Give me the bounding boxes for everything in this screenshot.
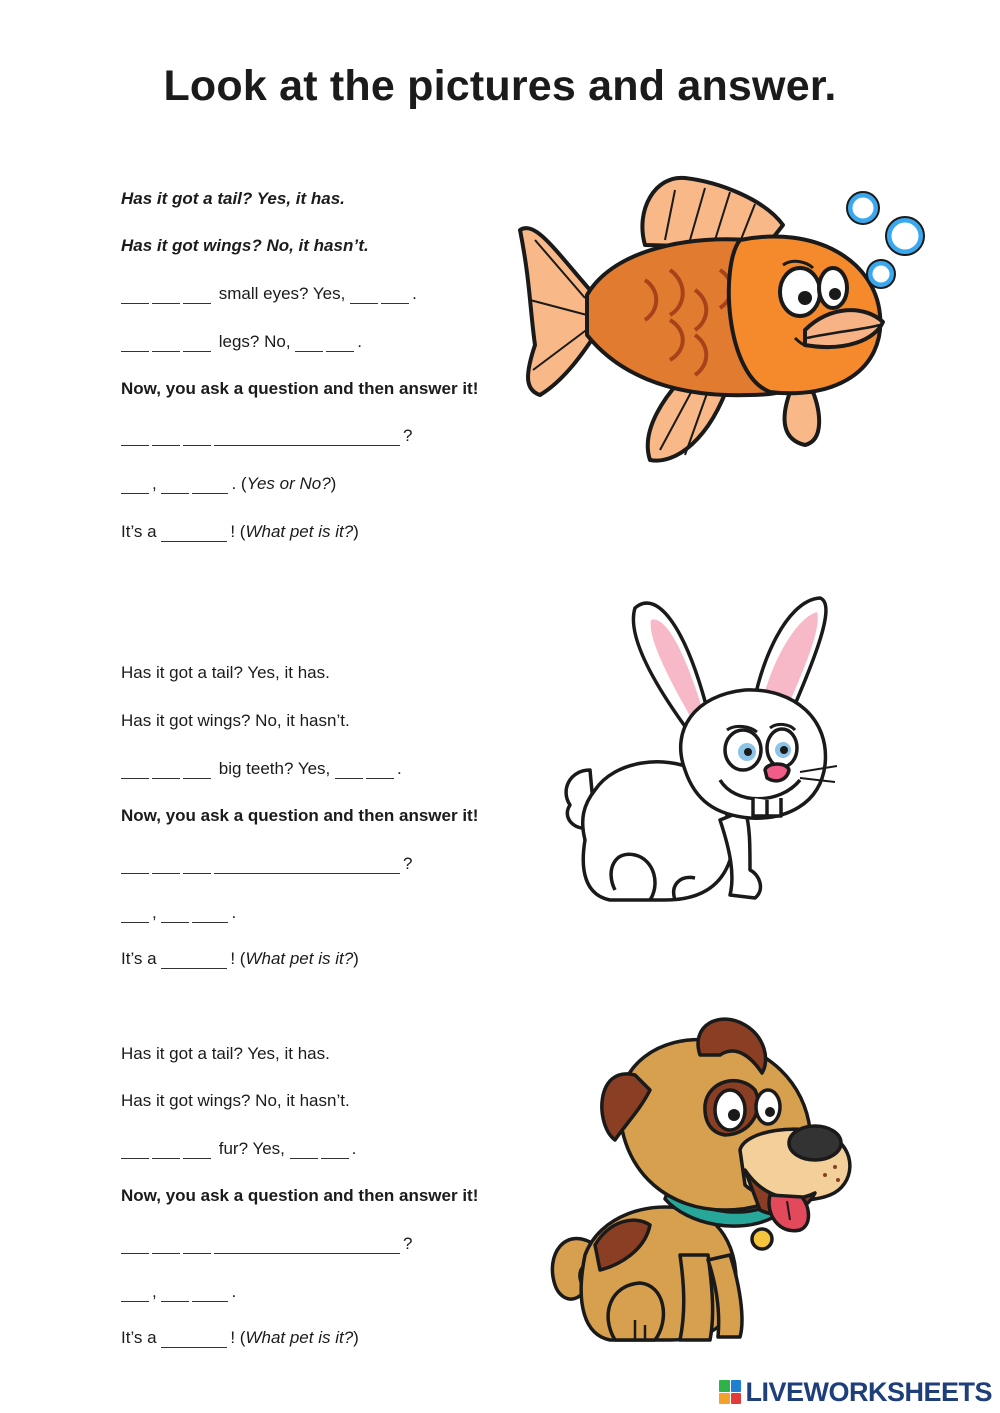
answer-blank[interactable] <box>121 761 149 779</box>
answer-blank[interactable] <box>121 1236 149 1254</box>
answer-blank[interactable] <box>350 286 378 304</box>
page-title: Look at the pictures and answer. <box>163 62 837 110</box>
rabbit-own-answer: , . <box>121 902 236 924</box>
fish-question-eyes: small eyes? Yes, . <box>121 283 417 305</box>
rabbit-instruction: Now, you ask a question and then answer it! <box>121 806 479 825</box>
answer-blank[interactable] <box>214 1236 400 1254</box>
its-a-text: It’s a <box>121 522 157 541</box>
answer-blank[interactable] <box>152 1141 180 1159</box>
answer-blank[interactable] <box>183 1141 211 1159</box>
question-text: small eyes? Yes, <box>218 284 346 303</box>
dog-own-answer: , . <box>121 1281 236 1303</box>
rabbit-line-wings: Has it got wings? No, it hasn’t. <box>121 711 350 730</box>
fish-picture <box>515 170 930 470</box>
question-mark: ? <box>403 426 413 445</box>
fish-instruction: Now, you ask a question and then answer it! <box>121 379 479 398</box>
rabbit-line-tail: Has it got a tail? Yes, it has. <box>121 663 330 682</box>
hint-text: What pet is it? <box>245 522 354 541</box>
its-a-text: It’s a <box>121 1328 157 1347</box>
question-mark: ? <box>403 854 413 873</box>
rabbit-picture <box>555 590 845 910</box>
pet-name-blank[interactable] <box>161 951 227 969</box>
answer-blank[interactable] <box>161 905 189 923</box>
answer-blank[interactable] <box>152 1236 180 1254</box>
answer-blank[interactable] <box>192 1284 228 1302</box>
pet-name-blank[interactable] <box>161 1330 227 1348</box>
answer-blank[interactable] <box>214 856 400 874</box>
logo-text: LIVEWORKSHEETS <box>745 1376 992 1407</box>
answer-blank[interactable] <box>121 286 149 304</box>
fish-own-answer: , . (Yes or No?) <box>121 473 336 495</box>
answer-blank[interactable] <box>121 428 149 446</box>
answer-blank[interactable] <box>121 905 149 923</box>
answer-blank[interactable] <box>152 286 180 304</box>
dog-question-fur: fur? Yes, . <box>121 1138 356 1160</box>
answer-blank[interactable] <box>321 1141 349 1159</box>
answer-blank[interactable] <box>152 856 180 874</box>
answer-blank[interactable] <box>214 428 400 446</box>
answer-blank[interactable] <box>295 334 323 352</box>
answer-blank[interactable] <box>192 476 228 494</box>
answer-blank[interactable] <box>152 761 180 779</box>
fish-own-question <box>121 425 412 447</box>
dog-pet-answer: It’s a ! (What pet is it?) <box>121 1328 359 1347</box>
answer-blank[interactable] <box>121 856 149 874</box>
fish-line-tail: Has it got a tail? Yes, it has. <box>121 189 345 208</box>
answer-blank[interactable] <box>121 1284 149 1302</box>
answer-blank[interactable] <box>183 428 211 446</box>
hint-text: What pet is it? <box>245 949 354 968</box>
answer-blank[interactable] <box>183 334 211 352</box>
answer-blank[interactable] <box>152 334 180 352</box>
question-text: legs? No, <box>218 332 291 351</box>
liveworksheets-logo <box>719 1377 992 1407</box>
answer-blank[interactable] <box>161 1284 189 1302</box>
dog-line-wings: Has it got wings? No, it hasn’t. <box>121 1091 350 1110</box>
answer-blank[interactable] <box>335 761 363 779</box>
rabbit-question-teeth: big teeth? Yes, . <box>121 758 402 780</box>
answer-blank[interactable] <box>183 286 211 304</box>
answer-blank[interactable] <box>366 761 394 779</box>
rabbit-own-question <box>121 853 412 875</box>
answer-blank[interactable] <box>381 286 409 304</box>
its-a-text: It’s a <box>121 949 157 968</box>
hint-text: What pet is it? <box>245 1328 354 1347</box>
answer-blank[interactable] <box>152 428 180 446</box>
answer-blank[interactable] <box>183 1236 211 1254</box>
question-text: big teeth? Yes, <box>218 759 331 778</box>
logo-badge-icon <box>719 1380 741 1404</box>
pet-name-blank[interactable] <box>161 524 227 542</box>
answer-blank[interactable] <box>183 761 211 779</box>
hint-text: Yes or No? <box>246 474 331 493</box>
answer-blank[interactable] <box>326 334 354 352</box>
answer-blank[interactable] <box>161 476 189 494</box>
answer-blank[interactable] <box>192 905 228 923</box>
answer-blank[interactable] <box>121 1141 149 1159</box>
fish-line-wings: Has it got wings? No, it hasn’t. <box>121 236 369 255</box>
rabbit-pet-answer: It’s a ! (What pet is it?) <box>121 949 359 968</box>
question-text: fur? Yes, <box>218 1139 285 1158</box>
dog-own-question <box>121 1233 412 1255</box>
dog-picture <box>540 1015 860 1350</box>
dog-instruction: Now, you ask a question and then answer it! <box>121 1186 479 1205</box>
answer-blank[interactable] <box>183 856 211 874</box>
answer-blank[interactable] <box>290 1141 318 1159</box>
dog-line-tail: Has it got a tail? Yes, it has. <box>121 1044 330 1063</box>
answer-blank[interactable] <box>121 334 149 352</box>
answer-blank[interactable] <box>121 476 149 494</box>
question-mark: ? <box>403 1234 413 1253</box>
fish-pet-answer: It’s a ! (What pet is it?) <box>121 522 359 541</box>
fish-question-legs: legs? No, . <box>121 331 362 353</box>
